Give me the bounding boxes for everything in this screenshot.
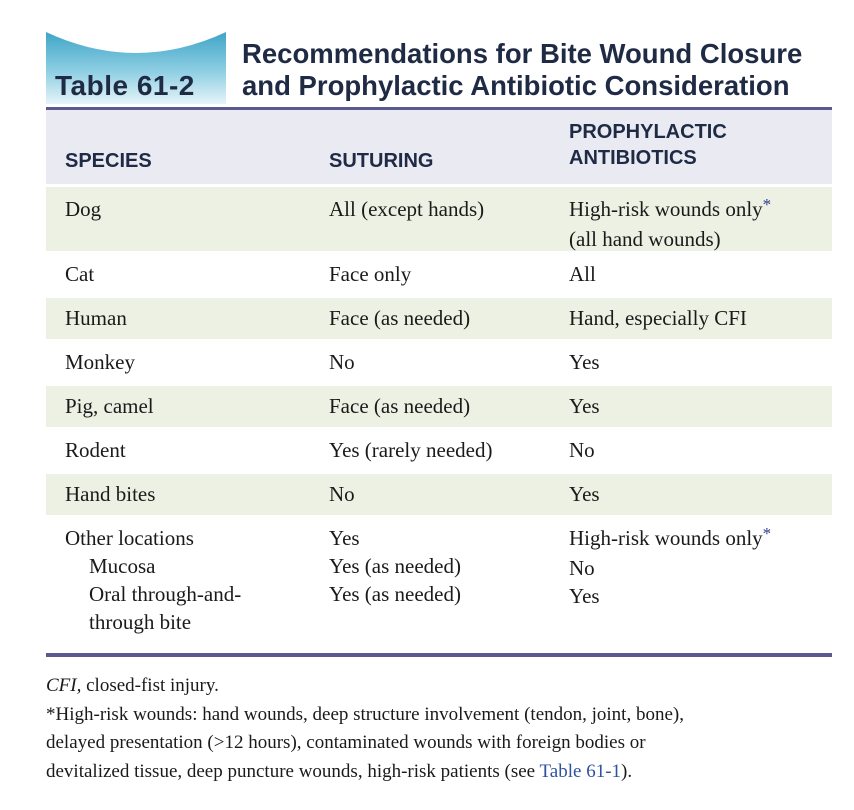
column-header-antibiotics <box>569 119 819 171</box>
antibiotics-cell <box>569 195 829 253</box>
table-row <box>46 342 832 383</box>
table-title <box>242 38 802 102</box>
species-cell: Dog <box>65 197 102 221</box>
abbreviation-footnote <box>46 672 836 701</box>
species-cell: Human <box>65 306 127 330</box>
sub-species-oral-line1: Oral through-and- <box>89 582 242 606</box>
column-header-antibiotics-line1: PROPHYLACTIC <box>569 121 727 143</box>
table-row <box>46 298 832 339</box>
table-row <box>46 474 832 515</box>
antibiotics-cell: Yes <box>569 482 600 506</box>
sub-species-oral-line2: through bite <box>89 610 192 634</box>
table-header <box>0 0 854 110</box>
table-61-1-link[interactable]: Table 61-1 <box>539 760 622 782</box>
suturing-cell: All (except hands) <box>329 197 485 221</box>
species-cell: Monkey <box>65 350 135 374</box>
antibiotics-cell: All <box>569 262 596 286</box>
suturing-cell: Face (as needed) <box>329 394 471 418</box>
sub-species-mucosa: Mucosa <box>89 554 156 578</box>
suturing-cell: Yes (rarely needed) <box>329 438 493 462</box>
species-text: Other locations <box>65 526 194 550</box>
antibiotics-text: High-risk wounds only <box>569 197 763 221</box>
table-row <box>46 518 832 638</box>
high-risk-footnote-line3 <box>46 758 836 787</box>
sub-suturing-mucosa: Yes (as needed) <box>329 554 461 578</box>
table-footnotes <box>46 672 836 786</box>
title-line-2: and Prophylactic Antibiotic Consideration <box>242 70 790 101</box>
table-row <box>46 254 832 295</box>
column-headers <box>46 110 832 184</box>
antibiotics-text-line2: (all hand wounds) <box>569 227 721 251</box>
footnote-asterisk: * <box>762 524 772 543</box>
table-row <box>46 430 832 471</box>
table-row <box>46 386 832 427</box>
antibiotics-cell: Yes <box>569 394 600 418</box>
sub-antibiotics-mucosa: No <box>569 556 595 580</box>
species-cell: Rodent <box>65 438 126 462</box>
high-risk-footnote-line1: *High-risk wounds: hand wounds, deep structure involvement (tendon, joint, bone), <box>46 703 684 725</box>
table-row <box>46 187 832 251</box>
antibiotics-cell: Hand, especially CFI <box>569 306 747 330</box>
footnote-text: devitalized tissue, deep puncture wounds, high-risk patients (see <box>46 760 540 782</box>
column-header-suturing: SUTURING <box>329 150 434 172</box>
suturing-cell: Face only <box>329 262 412 286</box>
antibiotics-cell <box>569 524 829 610</box>
title-line-1: Recommendations for Bite Wound Closure <box>242 38 803 69</box>
footnote-asterisk: * <box>762 195 772 214</box>
suturing-cell: No <box>329 482 355 506</box>
antibiotics-text: High-risk wounds only <box>569 526 763 550</box>
species-cell: Cat <box>65 262 95 286</box>
abbreviation-term: CFI, <box>46 675 82 696</box>
suturing-cell <box>329 524 461 608</box>
antibiotics-cell: Yes <box>569 350 600 374</box>
column-header-species: SPECIES <box>65 150 152 172</box>
table-number: Table 61-2 <box>55 70 195 101</box>
antibiotics-cell: No <box>569 438 595 462</box>
recommendations-table <box>46 110 832 638</box>
suturing-cell: No <box>329 350 355 374</box>
species-cell <box>65 524 241 636</box>
sub-suturing-oral: Yes (as needed) <box>329 582 461 606</box>
species-cell: Pig, camel <box>65 394 154 418</box>
high-risk-footnote-line2: delayed presentation (>12 hours), contaminated wounds with foreign bodies or <box>46 732 646 753</box>
column-header-antibiotics-line2: ANTIBIOTICS <box>569 147 697 169</box>
sub-antibiotics-oral: Yes <box>569 584 600 608</box>
suturing-cell: Face (as needed) <box>329 306 471 330</box>
abbreviation-definition: closed-fist injury. <box>81 675 219 696</box>
footnote-text-end: ). <box>621 760 633 782</box>
bottom-rule <box>46 653 832 657</box>
suturing-text: Yes <box>329 526 360 550</box>
species-cell: Hand bites <box>65 482 156 506</box>
